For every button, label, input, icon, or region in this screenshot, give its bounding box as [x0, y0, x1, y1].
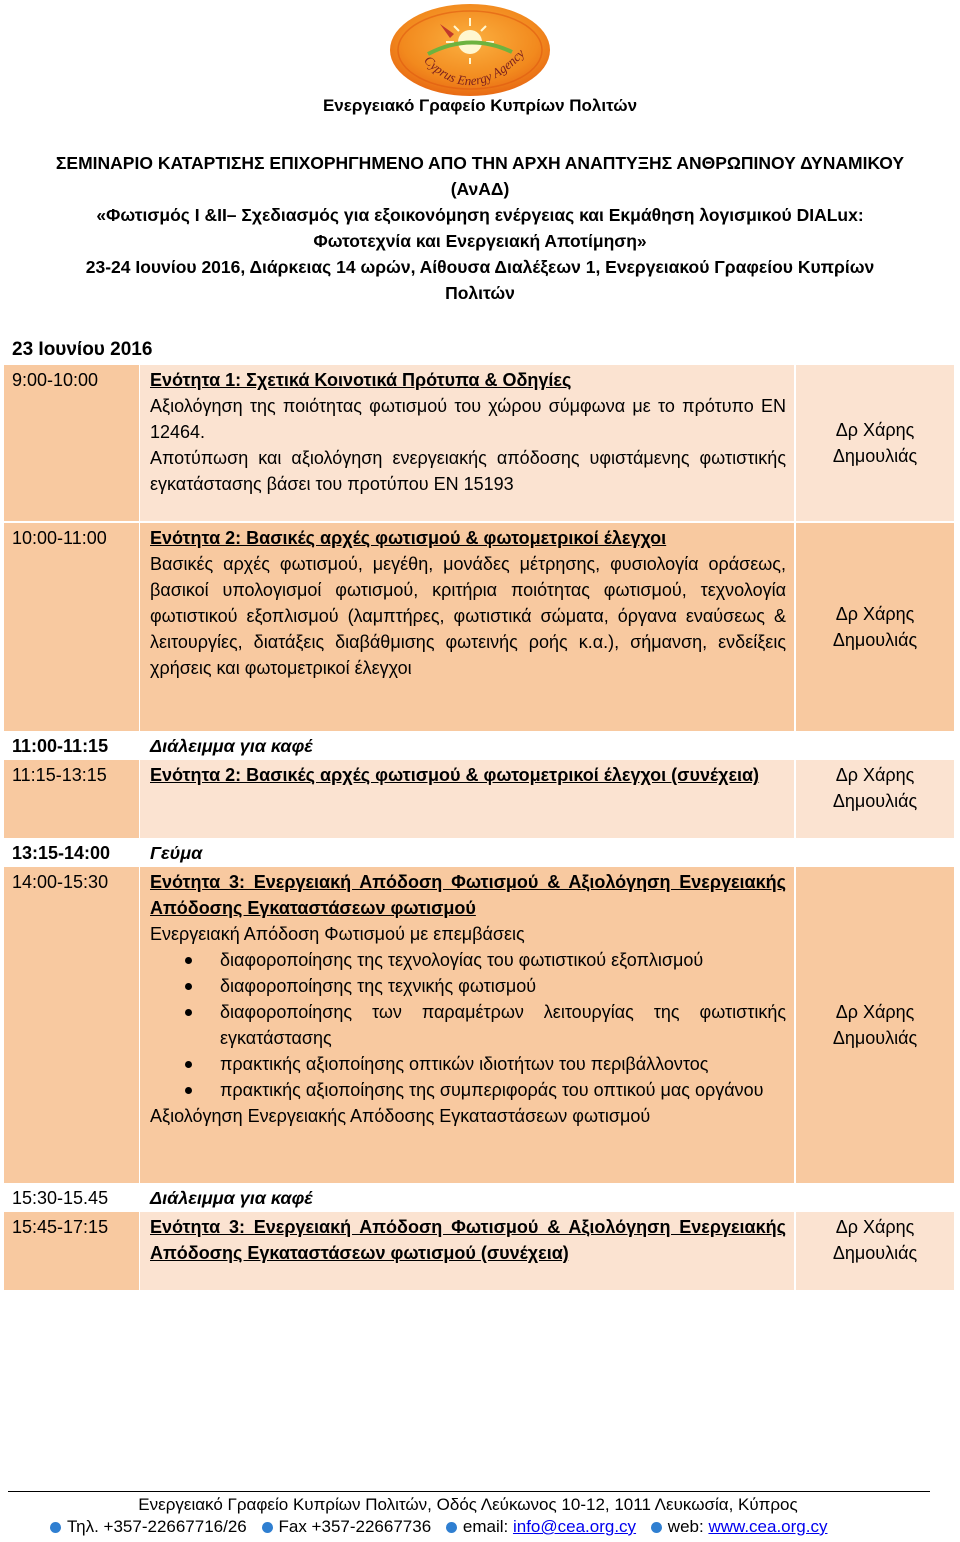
footer-fax: Fax +357-22667736	[278, 1517, 432, 1536]
heading-line-3: «Φωτισμός Ι &ΙΙ– Σχεδιασμός για εξοικονόμηση ενέργειας και Εκμάθηση λογισμικού DIALux:	[96, 205, 864, 225]
row-speaker	[796, 523, 954, 731]
topic-title: Ενότητα 2: Βασικές αρχές φωτισμού & φωτομετρικοί έλεγχοι (συνέχεια)	[150, 765, 760, 785]
topic-title: Ενότητα 1: Σχετικά Κοινοτικά Πρότυπα & Οδηγίες	[150, 370, 572, 390]
footer-divider	[8, 1491, 930, 1492]
seminar-heading	[8, 150, 952, 306]
schedule-row-2	[4, 523, 954, 731]
schedule-row-4	[4, 867, 954, 1183]
row-topic	[140, 760, 794, 838]
bullet-item: πρακτικής αξιοποίησης οπτικών ιδιοτήτων του περιβάλλοντος	[150, 1051, 786, 1077]
break-label: Γεύμα	[150, 843, 203, 863]
row-time: 15:45-17:15	[4, 1212, 139, 1290]
speaker-name: Δρ Χάρης	[835, 1217, 915, 1237]
topic-description-2: Αποτύπωση και αξιολόγηση ενεργειακής απόδοσης υφιστάμενης φωτιστικής εγκατάστασης βάσει του προτύπου ΕΝ 15193	[150, 448, 786, 494]
footer-contacts	[50, 1517, 827, 1537]
organization-name: Ενεργειακό Γραφείο Κυπρίων Πολιτών	[322, 96, 638, 115]
bullet-dot-icon	[446, 1522, 457, 1533]
row-time: 11:15-13:15	[4, 760, 139, 838]
break-time: 13:15-14:00	[12, 843, 111, 863]
schedule-row-5	[4, 1212, 954, 1290]
speaker-surname: Δημουλιάς	[832, 630, 918, 650]
break-time: 15:30-15.45	[12, 1188, 109, 1208]
footer-email-label: email:	[462, 1517, 513, 1536]
row-speaker	[796, 365, 954, 521]
topic-description-1: Αξιολόγηση της ποιότητας φωτισμού του χώρου σύμφωνα με το πρότυπο ΕΝ 12464.	[150, 396, 786, 442]
date-heading: 23 Ιουνίου 2016	[12, 339, 153, 360]
logo-text: Cyprus Energy Agency	[421, 45, 528, 89]
topic-outro: Αξιολόγηση Ενεργειακής Απόδοσης Εγκαταστάσεων φωτισμού	[150, 1106, 651, 1126]
topic-title: Ενότητα 2: Βασικές αρχές φωτισμού & φωτομετρικοί έλεγχοι	[150, 528, 667, 548]
schedule-row-3	[4, 760, 954, 838]
speaker-name: Δρ Χάρης	[835, 604, 915, 624]
row-time: 10:00-11:00	[4, 523, 139, 731]
heading-line-4: Φωτοτεχνία και Ενεργειακή Αποτίμηση»	[313, 231, 647, 251]
logo-graphic	[388, 2, 552, 98]
bullet-dot-icon	[262, 1522, 273, 1533]
speaker-name: Δρ Χάρης	[835, 1002, 915, 1022]
speaker-name: Δρ Χάρης	[835, 765, 915, 785]
row-time: 9:00-10:00	[4, 365, 139, 521]
topic-title: Ενότητα 3: Ενεργειακή Απόδοση Φωτισμού & Αξιολόγηση Ενεργειακής Απόδοσης Εγκαταστάσεων φωτισμού	[150, 872, 786, 918]
topic-intro: Ενεργειακή Απόδοση Φωτισμού με επεμβάσεις	[150, 924, 525, 944]
coffee-break-row-1	[4, 733, 954, 759]
website-link[interactable]: www.cea.org.cy	[708, 1517, 828, 1536]
heading-line-5: 23-24 Ιουνίου 2016, Διάρκειας 14 ωρών, Αίθουσα Διαλέξεων 1, Ενεργειακού Γραφείου Κυπρίων	[85, 257, 875, 277]
row-time: 14:00-15:30	[4, 867, 139, 1183]
speaker-surname: Δημουλιάς	[832, 791, 918, 811]
row-topic	[140, 867, 794, 1183]
bullet-dot-icon	[50, 1522, 61, 1533]
bullet-dot-icon	[651, 1522, 662, 1533]
speaker-surname: Δημουλιάς	[832, 446, 918, 466]
topic-bullet-list	[150, 947, 786, 1103]
break-label: Διάλειμμα για καφέ	[150, 736, 313, 756]
row-speaker	[796, 760, 954, 838]
row-topic	[140, 523, 794, 731]
row-topic	[140, 1212, 794, 1290]
cyprus-energy-agency-logo	[388, 2, 552, 98]
topic-title: Ενότητα 3: Ενεργειακή Απόδοση Φωτισμού & Αξιολόγηση Ενεργειακής Απόδοσης Εγκαταστάσεων φωτισμού (συνέχεια)	[150, 1217, 786, 1263]
footer-address: Ενεργειακό Γραφείο Κυπρίων Πολιτών, Οδός Λεύκωνος 10-12, 1011 Λευκωσία, Κύπρος	[138, 1495, 798, 1514]
bullet-item: διαφοροποίησης της τεχνολογίας του φωτιστικού εξοπλισμού	[150, 947, 786, 973]
heading-line-6: Πολιτών	[445, 283, 515, 303]
lunch-break-row	[4, 840, 954, 866]
coffee-break-row-2	[4, 1185, 954, 1211]
speaker-surname: Δημουλιάς	[832, 1243, 918, 1263]
bullet-item: διαφοροποίησης των παραμέτρων λειτουργίας της φωτιστικής εγκατάστασης	[150, 999, 786, 1051]
heading-line-2: (ΑνΑΔ)	[450, 179, 510, 199]
email-link[interactable]: info@cea.org.cy	[512, 1517, 637, 1536]
row-speaker	[796, 867, 954, 1183]
schedule-row-1	[4, 365, 954, 521]
break-label: Διάλειμμα για καφέ	[150, 1188, 313, 1208]
row-topic	[140, 365, 794, 521]
footer-web-label: web:	[667, 1517, 709, 1536]
speaker-name: Δρ Χάρης	[835, 420, 915, 440]
bullet-item: διαφοροποίησης της τεχνικής φωτισμού	[150, 973, 786, 999]
topic-description: Βασικές αρχές φωτισμού, μεγέθη, μονάδες μέτρησης, φυσιολογία οράσεως, βασικοί υπολογισμοί φωτισμού, κριτήρια ποιότητας φωτισμού, τεχνολογία φωτιστικού εξοπλισμού (λαμπτήρες, φωτιστικά σώματα, όργανα εναύσεως & λειτουργίες, διατάξεις διαβάθμισης φωτεινής ροής κ.α.), σήμανση, ενδείξεις χρήσεις και φωτομετρικοί έλεγχοι	[150, 554, 786, 678]
speaker-surname: Δημουλιάς	[832, 1028, 918, 1048]
bullet-item: πρακτικής αξιοποίησης της συμπεριφοράς του οπτικού μας οργάνου	[150, 1077, 786, 1103]
row-speaker	[796, 1212, 954, 1290]
footer-phone: Τηλ. +357-22667716/26	[67, 1517, 247, 1536]
break-time: 11:00-11:15	[12, 736, 109, 756]
heading-line-1: ΣΕΜΙΝΑΡΙΟ ΚΑΤΑΡΤΙΣΗΣ ΕΠΙΧΟΡΗΓΗΜΕΝΟ ΑΠΟ ΤΗΝ ΑΡΧΗ ΑΝΑΠΤΥΞΗΣ ΑΝΘΡΩΠΙΝΟΥ ΔΥΝΑΜΙΚΟΥ	[55, 153, 905, 173]
